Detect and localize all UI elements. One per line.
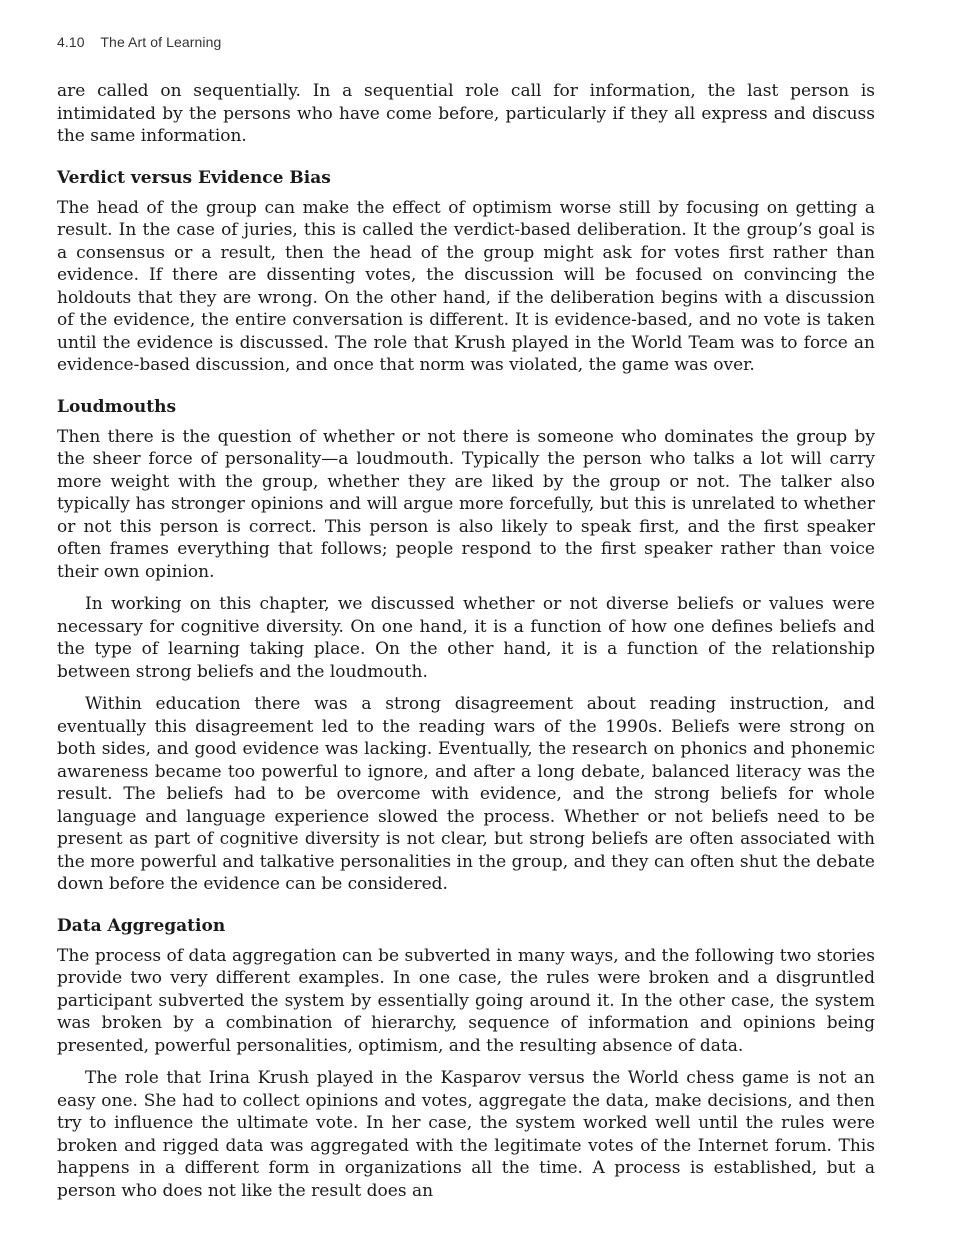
heading-data-aggregation: Data Aggregation — [57, 915, 226, 936]
running-head — [57, 34, 221, 50]
paragraph: Within education there was a strong disagreement about reading instruction, and eventually this disagreement led to the reading wars of the 1990s. Beliefs were strong on both sides, and good evidence was lacking. Eventually, the research on phonics and phonemic awareness became too powerful to ignore, and after a long debate, balanced literacy was the result. The beliefs had to be overcome with evidence, and the strong beliefs for whole language and language experience slowed the process. Whether or not beliefs need to be present as part of cognitive diversity is not clear, but strong beliefs are often associated with the more powerful and talkative personalities in the group, and they can often shut the debate down before the evidence can be considered. — [57, 694, 875, 894]
heading-loudmouths: Loudmouths — [57, 396, 177, 417]
paragraph-continued: are called on sequentially. In a sequential role call for information, the last person is intimidated by the persons who have come before, particularly if they all express and discuss the same information. — [57, 81, 875, 146]
paragraph: The role that Irina Krush played in the Kasparov versus the World chess game is not an easy one. She had to collect opinions and votes, aggregate the data, make decisions, and then try to influence the ultimate vote. In her case, the system worked well until the rules were broken and rigged data was aggregated with the legitimate votes of the Internet forum. This happens in a different form in organizations all the time. A process is established, but a person who does not like the result does an — [57, 1068, 875, 1201]
book-title: The Art of Learning — [100, 34, 222, 50]
paragraph: The head of the group can make the effect of optimism worse still by focusing on getting a result. In the case of juries, this is called the verdict-based deliberation. It the group’s goal is a consensus or a result, then the head of the group might ask for votes first rather than evidence. If there are dissenting votes, the discussion will be focused on convincing the holdouts that they are wrong. On the other hand, if the deliberation begins with a discussion of the evidence, the entire conversation is different. It is evidence-based, and no vote is taken until the evidence is discussed. The role that Krush played in the World Team was to force an evidence-based discussion, and once that norm was violated, the game was over. — [57, 197, 875, 375]
body-text — [57, 80, 875, 1202]
page-number: 4.10 — [57, 34, 85, 50]
paragraph: The process of data aggregation can be subverted in many ways, and the following two stories provide two very different examples. In one case, the rules were broken and a disgruntled participant subverted the system by essentially going around it. In the other case, the system was broken by a combination of hierarchy, sequence of information and opinions being presented, powerful personalities, optimism, and the resulting absence of data. — [57, 945, 875, 1056]
paragraph: Then there is the question of whether or not there is someone who dominates the group by the sheer force of personality—a loudmouth. Typically the person who talks a lot will carry more weight with the group, whether they are liked by the group or not. The talker also typically has stronger opinions and will argue more forcefully, but this is unrelated to whether or not this person is correct. This person is also likely to speak first, and the first speaker often frames everything that follows; people respond to the first speaker rather than voice their own opinion. — [57, 426, 875, 582]
paragraph: In working on this chapter, we discussed whether or not diverse beliefs or values were necessary for cognitive diversity. On one hand, it is a function of how one defines beliefs and the type of learning taking place. On the other hand, it is a function of the relationship between strong beliefs and the loudmouth. — [57, 594, 875, 682]
heading-verdict-versus-evidence-bias: Verdict versus Evidence Bias — [57, 167, 331, 188]
